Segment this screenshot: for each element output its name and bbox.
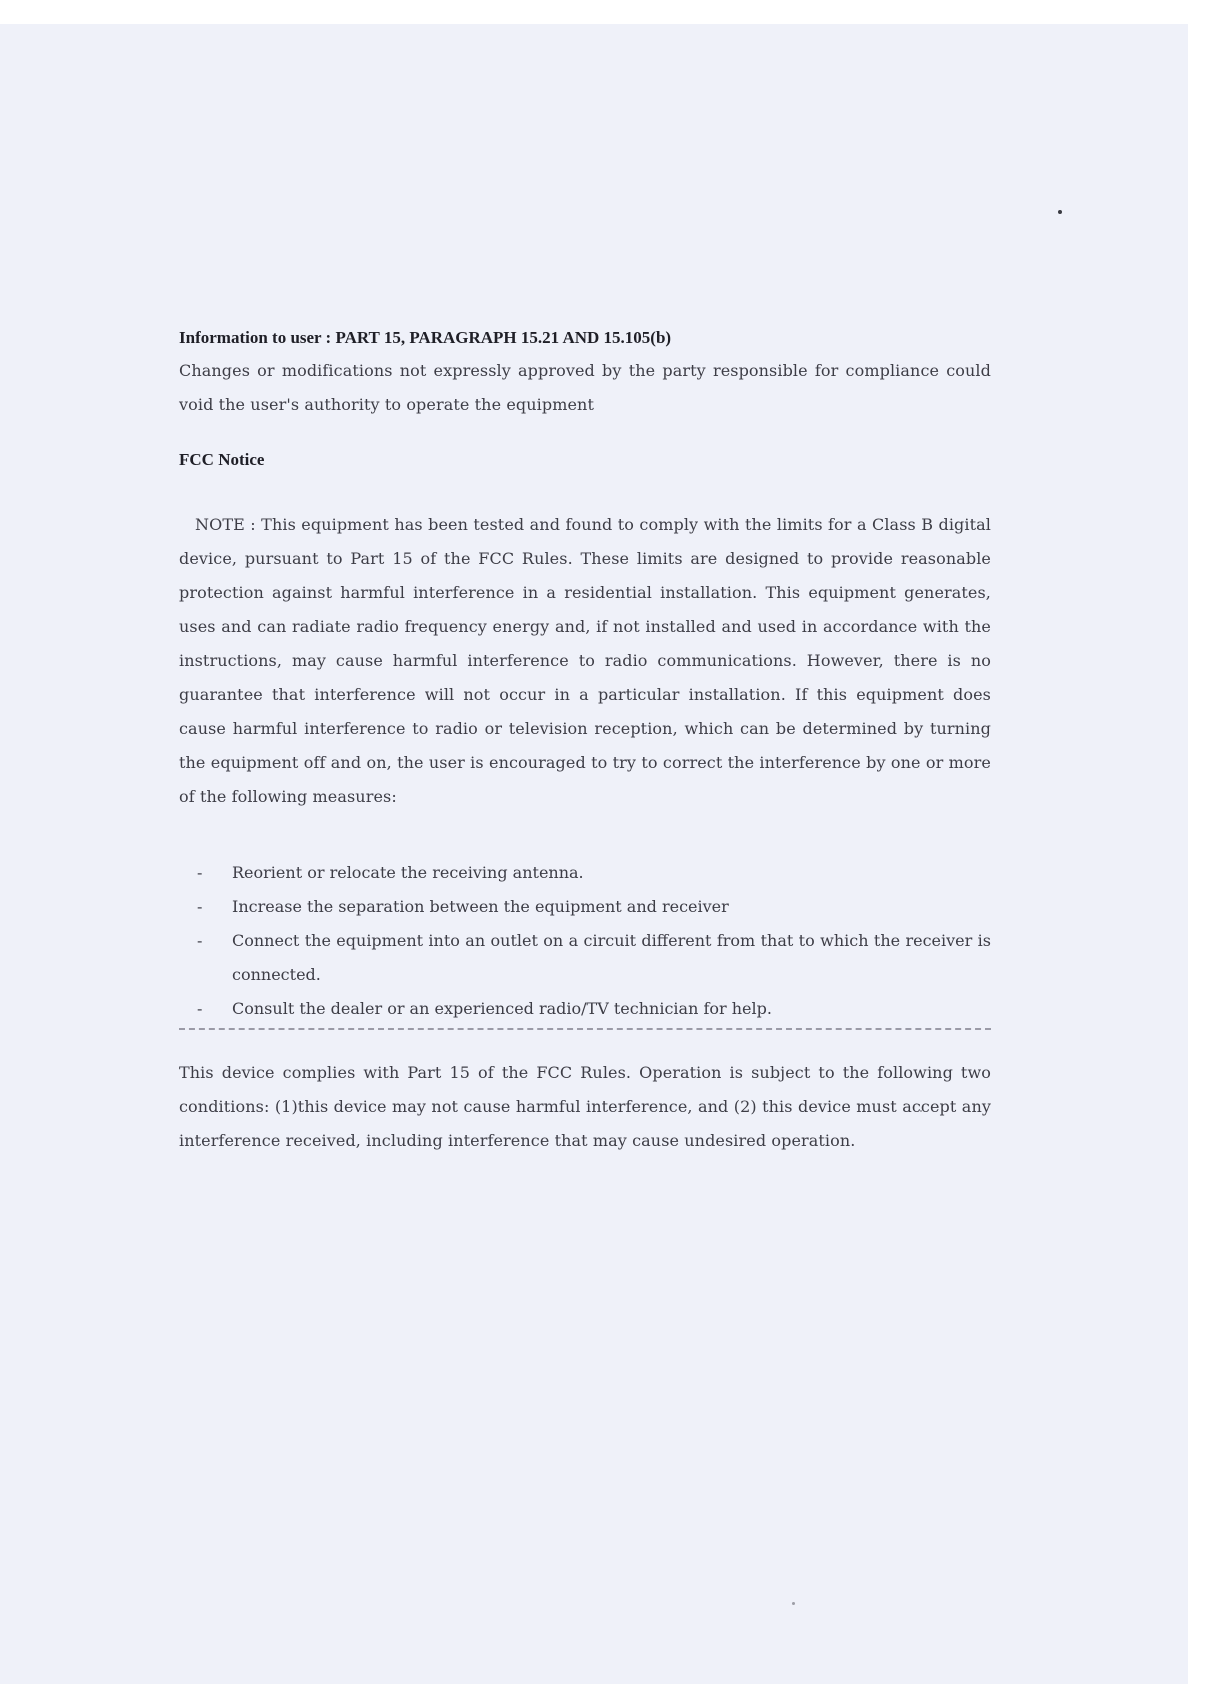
measures-list	[179, 856, 991, 1026]
compliance-paragraph: This device complies with Part 15 of the FCC Rules. Operation is subject to the following two conditions: (1)this device may not cause harmful interference, and (2) this device must accept any interference received, including interference that may cause undesired operation.	[179, 1063, 991, 1150]
bullet-dash: -	[197, 931, 203, 950]
list-item	[179, 856, 991, 890]
note-paragraph: NOTE : This equipment has been tested and found to comply with the limits for a Class B digital device, pursuant to Part 15 of the FCC Rules. These limits are designed to provide reasonable protection against harmful interference in a residential installation. This equipment generates, uses and can radiate radio frequency energy and, if not installed and used in accordance with the instructions, may cause harmful interference to radio communications. However, there is no guarantee that interference will not occur in a particular installation. If this equipment does cause harmful interference to radio or television reception, which can be determined by turning the equipment off and on, the user is encouraged to try to correct the interference by one or more of the following measures:	[179, 515, 991, 806]
measure-text: Reorient or relocate the receiving antenna.	[232, 863, 584, 882]
list-item	[179, 992, 991, 1026]
document-page	[0, 24, 1188, 1684]
measure-text: Connect the equipment into an outlet on a circuit different from that to which the receiver is connected.	[232, 931, 991, 984]
list-item	[179, 890, 991, 924]
scan-margin	[1188, 0, 1225, 1684]
bullet-dash: -	[197, 897, 203, 916]
scan-speck	[1058, 210, 1062, 214]
list-item	[179, 924, 991, 992]
dashed-divider	[179, 1028, 991, 1030]
fcc-notice-heading: FCC Notice	[179, 450, 265, 469]
scan-speck	[792, 1602, 795, 1605]
measure-text: Consult the dealer or an experienced radio/TV technician for help.	[232, 999, 772, 1018]
measure-text: Increase the separation between the equipment and receiver	[232, 897, 729, 916]
modifications-paragraph: Changes or modifications not expressly approved by the party responsible for compliance could void the user's authority to operate the equipment	[179, 361, 991, 414]
document-body	[179, 327, 991, 1158]
bullet-dash: -	[197, 999, 203, 1018]
bullet-dash: -	[197, 863, 203, 882]
user-info-heading: Information to user : PART 15, PARAGRAPH 15.21 AND 15.105(b)	[179, 328, 672, 347]
